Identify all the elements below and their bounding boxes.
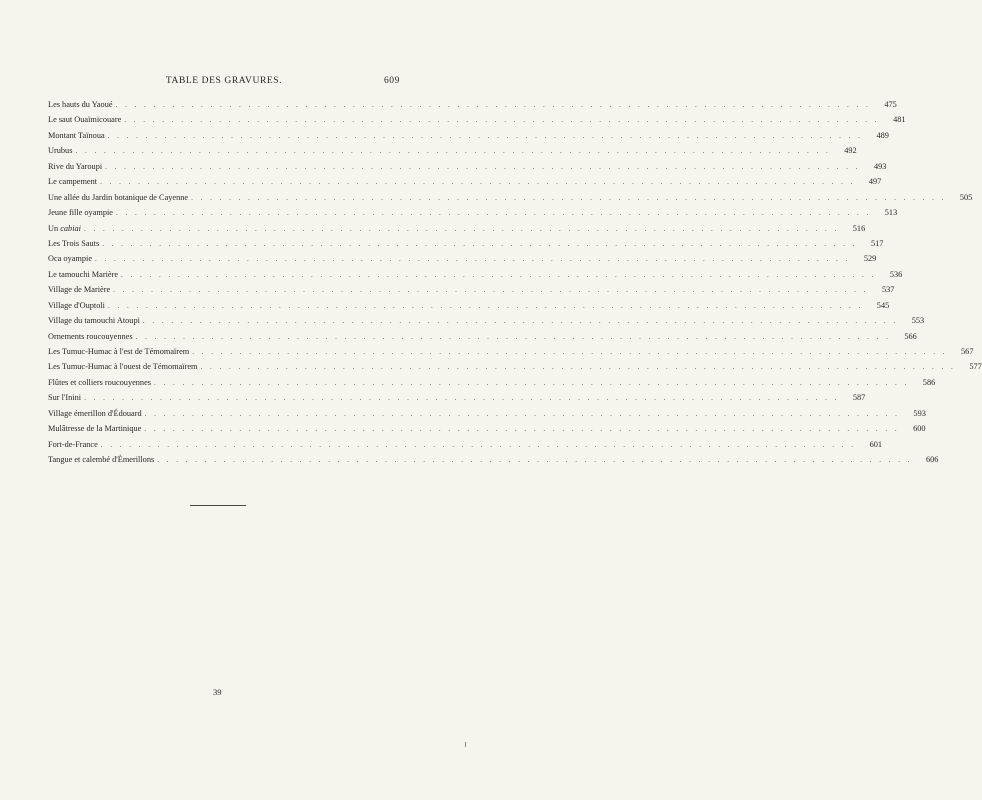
toc-entry-page: 577 [969,362,982,372]
toc-entry-label: Village du tamouchi Atoupi [48,316,140,326]
toc-entry [48,174,882,189]
toc-entry-page: 601 [869,439,883,449]
toc-entry-page: 517 [870,238,884,248]
leader-dots: . . . . . . . . . . . . . . . . . . . . . . . . . . . . . . . . . . . . . . . . . . . . . . . . . . . . . . . . . . . . . . . . . . . . . . . . . . . . . . . . [135,332,891,341]
toc-entry [48,452,939,467]
leader-dots: . . . . . . . . . . . . . . . . . . . . . . . . . . . . . . . . . . . . . . . . . . . . . . . . . . . . . . . . . . . . . . . . . . . . . . . . . . . . . . . . [192,348,948,356]
toc-entry-page: 606 [926,455,939,465]
toc-entry [48,159,887,174]
page-header [48,76,400,92]
leader-dots: . . . . . . . . . . . . . . . . . . . . . . . . . . . . . . . . . . . . . . . . . . . . . . . . . . . . . . . . . . . . . . . . . . . . . . . . . . . . . . . . [100,178,856,187]
toc-entry-page: 566 [904,331,917,341]
toc-entry [48,344,974,359]
leader-dots: . . . . . . . . . . . . . . . . . . . . . . . . . . . . . . . . . . . . . . . . . . . . . . . . . . . . . . . . . . . . . . . . . . . . . . . . . . . . . . . . [191,193,947,202]
toc-entry-label: Jeune fille oyampie [48,208,113,218]
leader-dots: . . . . . . . . . . . . . . . . . . . . . . . . . . . . . . . . . . . . . . . . . . . . . . . . . . . . . . . . . . . . . . . . . . . . . . . . . . . . . . . . [102,239,858,248]
page-title: TABLE DES GRAVURES. [165,76,283,86]
toc-entry-page: 587 [852,393,866,403]
leader-dots: . . . . . . . . . . . . . . . . . . . . . . . . . . . . . . . . . . . . . . . . . . . . . . . . . . . . . . . . . . . . . . . . . . . . . . . . . . . . . . . . [95,255,851,264]
leader-dots: . . . . . . . . . . . . . . . . . . . . . . . . . . . . . . . . . . . . . . . . . . . . . . . . . . . . . . . . . . . . . . . . . . . . . . . . . . . . . . . . [200,363,956,372]
toc-entry [48,282,895,297]
toc-entry [48,406,926,421]
leader-dots: . . . . . . . . . . . . . . . . . . . . . . . . . . . . . . . . . . . . . . . . . . . . . . . . . . . . . . . . . . . . . . . . . . . . . . . . . . . . . . . . [115,101,871,109]
toc-entry [48,390,866,405]
toc-entry-page: 567 [961,347,974,356]
toc-entry [48,329,917,344]
leader-dots: . . . . . . . . . . . . . . . . . . . . . . . . . . . . . . . . . . . . . . . . . . . . . . . . . . . . . . . . . . . . . . . . . . . . . . . . . . . . . . . . [105,162,861,171]
toc-entry-page: 475 [884,100,897,109]
toc-entry-label: Rive du Yaroupi [48,161,103,171]
toc-entry-page: 537 [881,285,895,295]
toc-entry [48,298,890,313]
toc-entry-page: 513 [884,208,898,218]
toc-entry [48,128,889,143]
toc-entry-page: 492 [844,146,857,156]
toc-entry-label: Le campement [48,177,98,187]
leader-dots: . . . . . . . . . . . . . . . . . . . . . . . . . . . . . . . . . . . . . . . . . . . . . . . . . . . . . . . . . . . . . . . . . . . . . . . . . . . . . . . . [100,440,857,449]
leader-dots: . . . . . . . . . . . . . . . . . . . . . . . . . . . . . . . . . . . . . . . . . . . . . . . . . . . . . . . . . . . . . . . . . . . . . . . . . . . . . . . . [107,131,863,140]
toc-entry-page: 536 [889,269,903,279]
toc-entry-label: Oca oyampie [48,254,93,264]
toc-entry [48,205,898,220]
toc-entry-label: Tangue et calembé d'Émerillons [48,455,155,465]
toc-entry-page: 529 [863,254,877,264]
toc-entry-page: 516 [852,223,866,233]
toc-entry-label: Une allée du Jardin botanique de Cayenne [48,192,189,202]
table-of-engravings [48,97,982,468]
toc-entry-page: 493 [873,161,887,171]
toc-entry-label: Les hauts du Yaoué [48,100,113,109]
leader-dots: . . . . . . . . . . . . . . . . . . . . . . . . . . . . . . . . . . . . . . . . . . . . . . . . . . . . . . . . . . . . . . . . . . . . . . . . . . . . . . . . [113,286,869,295]
toc-entry-label: Montant Taïnoua [48,130,105,140]
toc-entry [48,359,982,374]
toc-entry-page: 600 [913,424,926,434]
toc-entry-page: 505 [959,192,973,202]
toc-entry [48,421,926,436]
signature-mark: 39 [213,687,222,697]
toc-entry-label: Fort-de-France [48,439,98,449]
leader-dots: . . . . . . . . . . . . . . . . . . . . . . . . . . . . . . . . . . . . . . . . . . . . . . . . . . . . . . . . . . . . . . . . . . . . . . . . . . . . . . . . [157,456,913,465]
toc-entry-label: Village de Marière [48,285,111,295]
toc-entry-label: Flûtes et colliers roucouyennes [48,377,151,387]
toc-entry [48,143,857,158]
toc-entry-page: 593 [913,408,926,418]
toc-entry [48,97,897,112]
toc-entry [48,313,925,328]
leader-dots: . . . . . . . . . . . . . . . . . . . . . . . . . . . . . . . . . . . . . . . . . . . . . . . . . . . . . . . . . . . . . . . . . . . . . . . . . . . . . . . . [144,409,900,418]
toc-entry-label: Village émerillon d'Édouard [48,408,142,418]
toc-entry-label: Le saut Ouaïmicouare [48,115,122,125]
leader-dots: . . . . . . . . . . . . . . . . . . . . . . . . . . . . . . . . . . . . . . . . . . . . . . . . . . . . . . . . . . . . . . . . . . . . . . . . . . . . . . . . [121,270,877,279]
toc-entry-label: Un cabiai [48,223,81,233]
toc-entry-label: Le tamouchi Marière [48,269,119,279]
page-speck [465,742,466,747]
toc-entry [48,251,877,266]
toc-entry [48,112,906,127]
page-number: 609 [383,76,400,86]
toc-entry-page: 586 [922,377,936,387]
toc-entry-page: 553 [911,316,925,326]
toc-entry-label: Mulâtresse de la Martinique [48,424,142,434]
toc-entry-page: 545 [876,300,890,310]
toc-entry-label: Ornements roucouyennes [48,331,133,341]
leader-dots: . . . . . . . . . . . . . . . . . . . . . . . . . . . . . . . . . . . . . . . . . . . . . . . . . . . . . . . . . . . . . . . . . . . . . . . . . . . . . . . . [75,147,831,156]
toc-entry-label: Urubus [48,146,73,156]
toc-entry-page: 497 [868,177,882,187]
toc-entry-label: Sur l'Inini [48,393,82,403]
toc-entry-label: Les Tumuc-Humac à l'ouest de Témomaïrem [48,362,198,372]
toc-entry [48,267,903,282]
toc-entry-label: Village d'Ouptoli [48,300,105,310]
leader-dots: . . . . . . . . . . . . . . . . . . . . . . . . . . . . . . . . . . . . . . . . . . . . . . . . . . . . . . . . . . . . . . . . . . . . . . . . . . . . . . . . [154,378,910,387]
toc-entry-label: Les Trois Sauts [48,238,100,248]
leader-dots: . . . . . . . . . . . . . . . . . . . . . . . . . . . . . . . . . . . . . . . . . . . . . . . . . . . . . . . . . . . . . . . . . . . . . . . . . . . . . . . . [115,209,872,218]
toc-entry-page: 481 [893,115,906,125]
leader-dots: . . . . . . . . . . . . . . . . . . . . . . . . . . . . . . . . . . . . . . . . . . . . . . . . . . . . . . . . . . . . . . . . . . . . . . . . . . . . . . . . [108,301,864,310]
leader-dots: . . . . . . . . . . . . . . . . . . . . . . . . . . . . . . . . . . . . . . . . . . . . . . . . . . . . . . . . . . . . . . . . . . . . . . . . . . . . . . . . [124,116,880,125]
leader-dots: . . . . . . . . . . . . . . . . . . . . . . . . . . . . . . . . . . . . . . . . . . . . . . . . . . . . . . . . . . . . . . . . . . . . . . . . . . . . . . . . [144,425,900,434]
toc-entry [48,190,973,205]
toc-entry [48,236,884,251]
toc-entry [48,221,866,236]
toc-entry [48,437,883,452]
section-divider [190,505,246,506]
leader-dots: . . . . . . . . . . . . . . . . . . . . . . . . . . . . . . . . . . . . . . . . . . . . . . . . . . . . . . . . . . . . . . . . . . . . . . . . . . . . . . . . [83,224,840,233]
leader-dots: . . . . . . . . . . . . . . . . . . . . . . . . . . . . . . . . . . . . . . . . . . . . . . . . . . . . . . . . . . . . . . . . . . . . . . . . . . . . . . . . [84,394,840,403]
toc-entry-page: 489 [876,130,889,140]
toc-entry-label: Les Tumuc-Humac à l'est de Témomaïrem [48,347,190,356]
leader-dots: . . . . . . . . . . . . . . . . . . . . . . . . . . . . . . . . . . . . . . . . . . . . . . . . . . . . . . . . . . . . . . . . . . . . . . . . . . . . . . . . [142,317,899,326]
toc-entry [48,375,936,390]
